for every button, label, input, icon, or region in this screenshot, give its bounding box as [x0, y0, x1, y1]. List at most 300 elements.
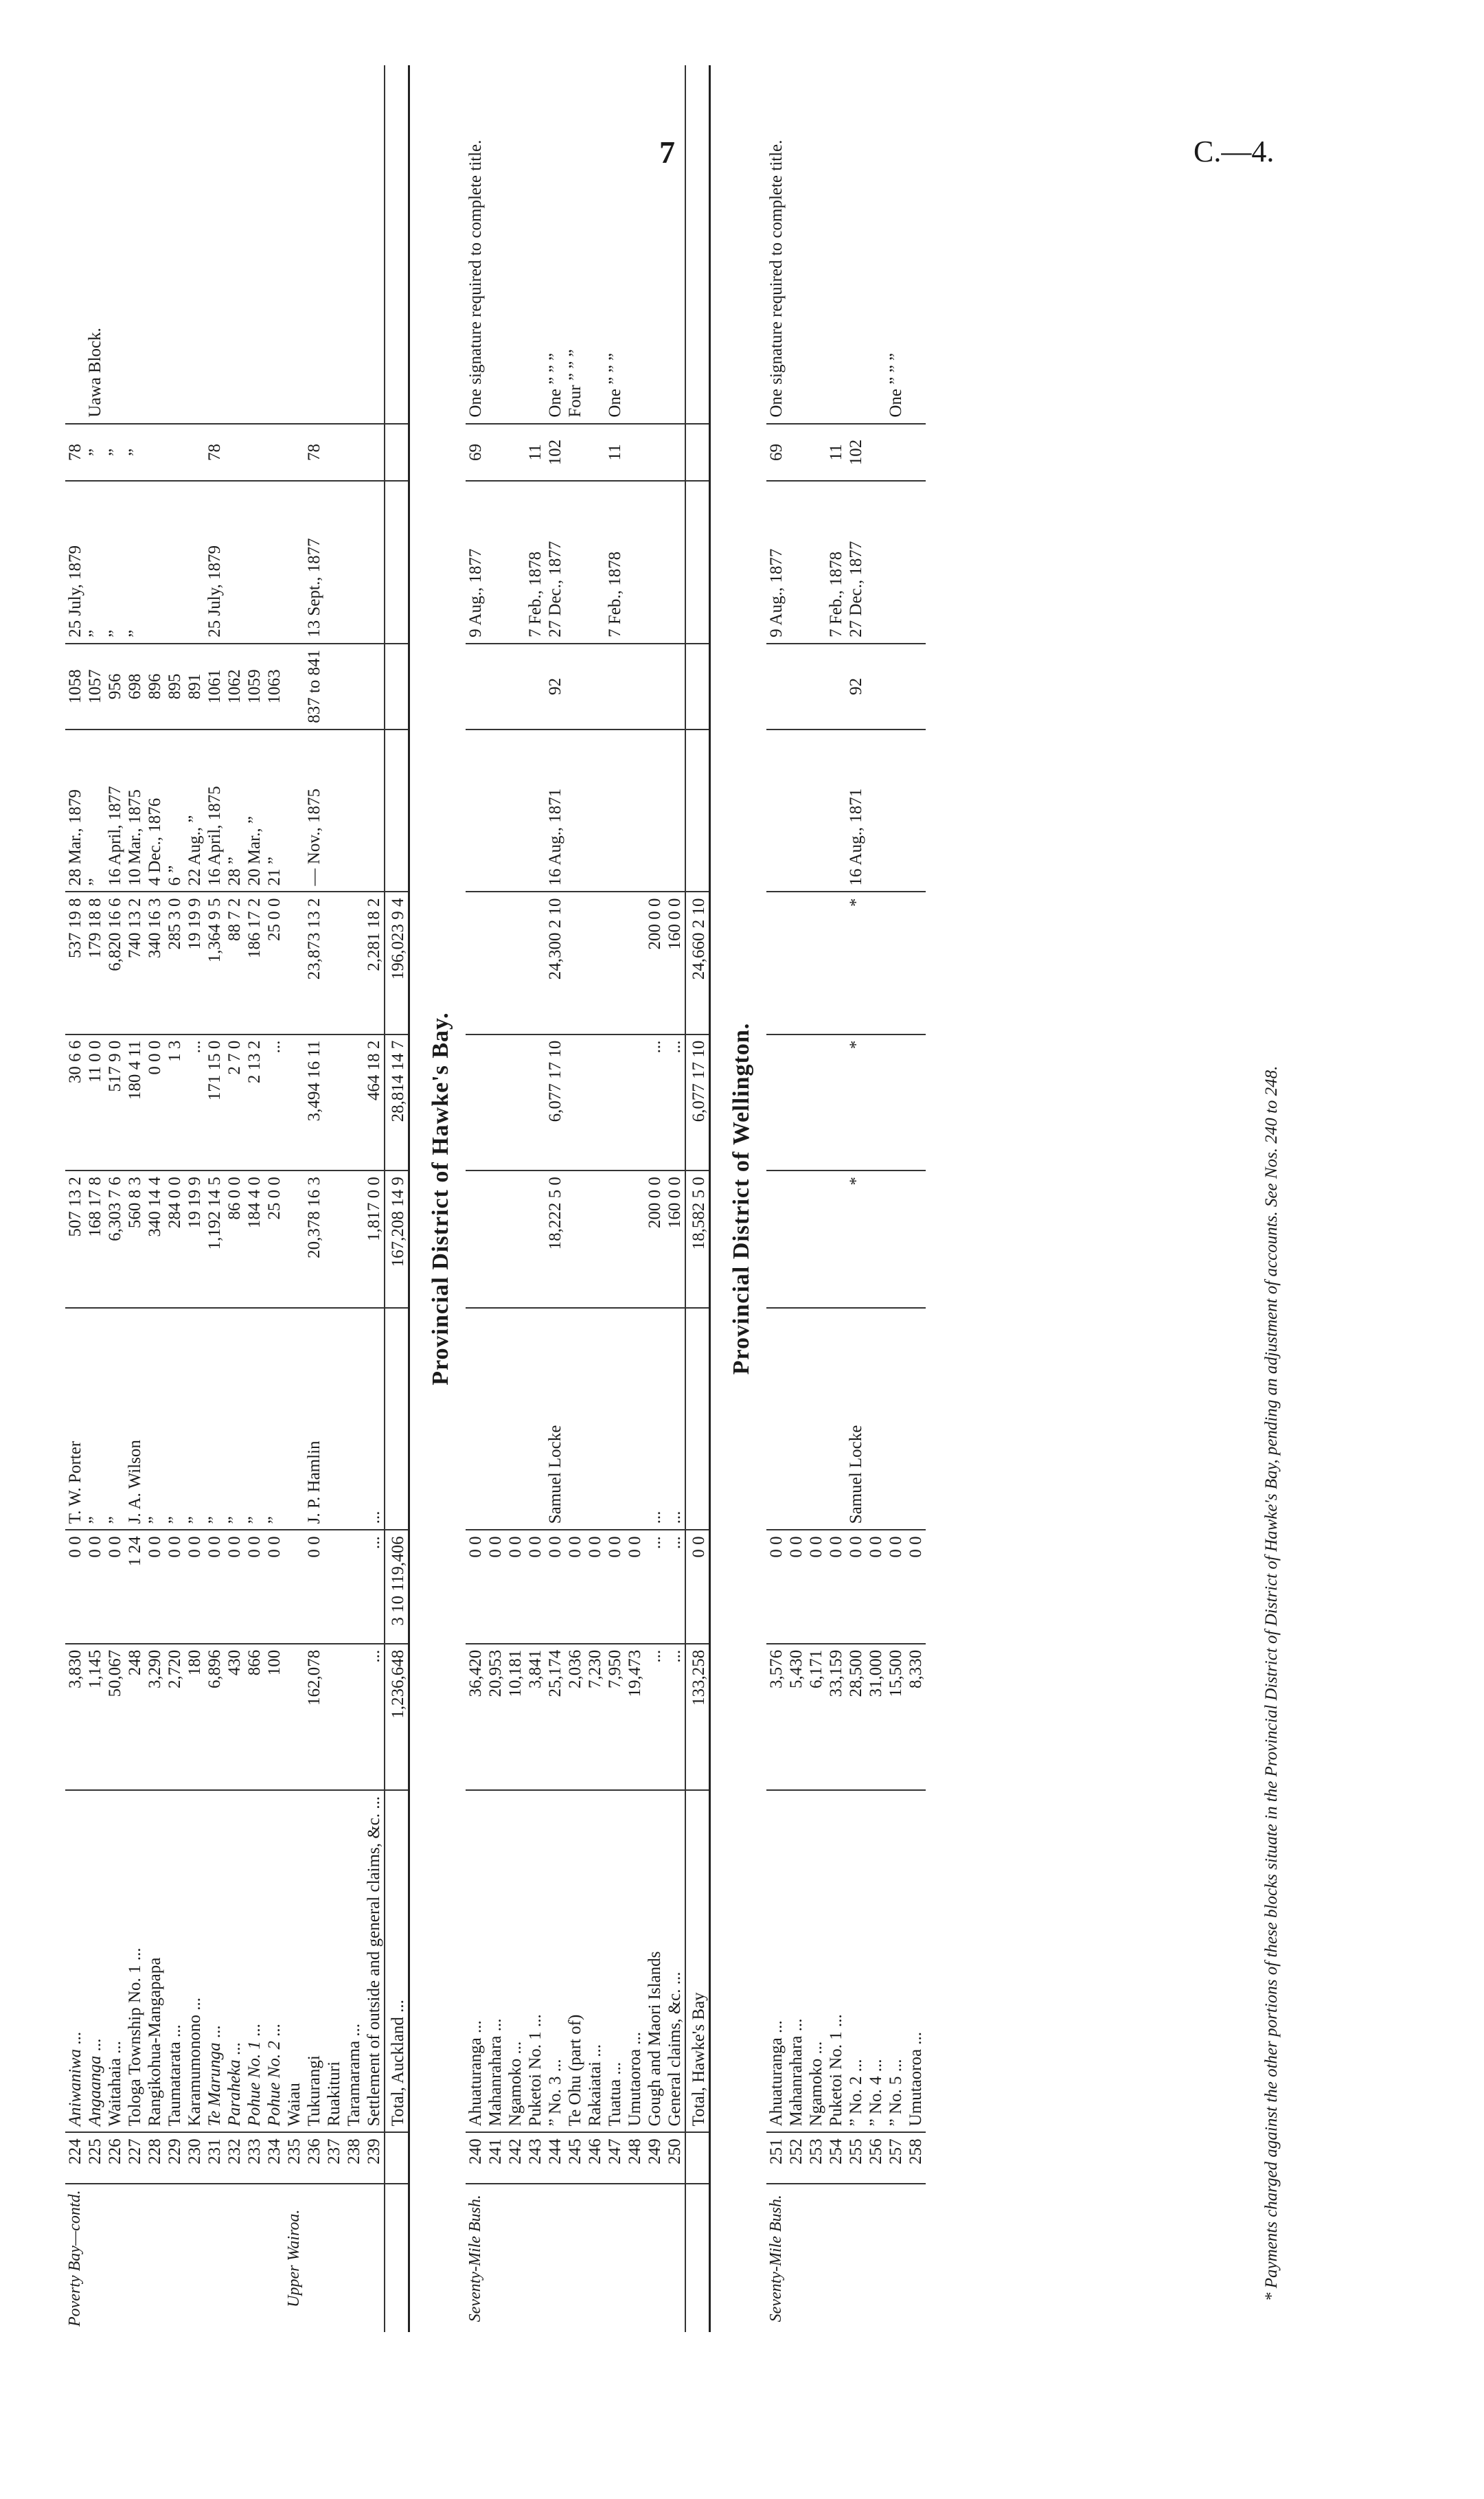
area-acres: 430	[225, 1644, 244, 1790]
amount-expenses	[605, 1034, 625, 1171]
gazette-date	[886, 481, 906, 644]
purchase-officer	[906, 1308, 926, 1530]
folio-number: 92	[846, 644, 866, 730]
area-acres	[344, 1644, 364, 1790]
total-extra: 119,406	[389, 1536, 407, 1592]
block-name: Pohue No. 2 ...	[265, 2024, 284, 2127]
folio-number	[364, 644, 385, 730]
amount-expenses	[866, 1034, 886, 1171]
block-name: Ahuaturanga ...	[767, 2020, 786, 2127]
table-row	[886, 65, 906, 2332]
gazette-date: 7 Feb., 1878	[525, 481, 545, 644]
remarks	[625, 65, 645, 424]
amount-paid	[806, 1171, 826, 1308]
area-acres: 3,290	[145, 1644, 165, 1790]
block-number: 258	[906, 2132, 926, 2184]
amount-total: 19 19 9	[185, 892, 205, 1034]
table-row	[165, 65, 185, 2332]
deed-date: 10 Mar., 1875	[125, 730, 145, 892]
remarks	[205, 65, 225, 424]
table-row	[486, 65, 505, 2332]
amount-total: 25 0 0	[264, 892, 284, 1034]
remarks	[585, 65, 605, 424]
amount-expenses: 6,077 17 10	[545, 1034, 565, 1171]
purchase-officer: ...	[364, 1308, 385, 1530]
amount-expenses: ...	[185, 1034, 205, 1171]
amount-paid: 340 14 4	[145, 1171, 165, 1308]
block-number: 225	[85, 2132, 105, 2184]
gazette-page	[505, 424, 525, 482]
area-roods-perches: 0 0	[225, 1530, 244, 1643]
gazette-page	[565, 424, 585, 482]
remarks	[185, 65, 205, 424]
block-name: ” No. 4 ...	[867, 2059, 885, 2127]
gazette-page	[866, 424, 886, 482]
block-number: 224	[65, 2132, 85, 2184]
deed-date: 16 April, 1877	[105, 730, 125, 892]
remarks	[284, 65, 304, 424]
amount-expenses	[525, 1034, 545, 1171]
folio-number	[324, 644, 344, 730]
table-row	[244, 65, 264, 2332]
deed-date	[466, 730, 486, 892]
area-roods-perches: 0 0	[625, 1530, 645, 1643]
purchase-officer	[486, 1308, 505, 1530]
folio-number: 837 to 841	[304, 644, 324, 730]
auckland-total-row	[385, 65, 409, 2332]
block-number: 238	[344, 2132, 364, 2184]
table-row	[505, 65, 525, 2332]
folio-number: 1059	[244, 644, 264, 730]
area-roods-perches: 0 0	[165, 1530, 185, 1643]
table-row	[665, 65, 685, 2332]
block-name: Rakaiatai ...	[586, 2044, 604, 2127]
amount-expenses: 2 7 0	[225, 1034, 244, 1171]
gazette-date: 7 Feb., 1878	[605, 481, 625, 644]
group-label	[145, 2184, 165, 2332]
purchase-officer: J. A. Wilson	[125, 1308, 145, 1530]
amount-paid: 18,222 5 0	[545, 1171, 565, 1308]
gazette-page	[344, 424, 364, 482]
block-number: 239	[364, 2132, 385, 2184]
amount-total: 23,873 13 2	[304, 892, 324, 1034]
area-roods-perches: 1 24	[125, 1530, 145, 1643]
gazette-date: ”	[105, 481, 125, 644]
area-roods-perches: 0 0	[105, 1530, 125, 1643]
amount-expenses: 171 15 0	[205, 1034, 225, 1171]
remarks	[65, 65, 85, 424]
block-number: 253	[806, 2132, 826, 2184]
block-name: Taramarama ...	[345, 2023, 363, 2127]
purchase-officer	[766, 1308, 786, 1530]
group-label	[486, 2184, 505, 2332]
block-name: ” No. 3 ...	[546, 2059, 564, 2127]
block-number: 227	[125, 2132, 145, 2184]
group-label	[185, 2184, 205, 2332]
total-paid: 167,208 14 9	[385, 1171, 409, 1308]
table-row	[85, 65, 105, 2332]
amount-total	[906, 892, 926, 1034]
block-number: 236	[304, 2132, 324, 2184]
area-acres: 100	[264, 1644, 284, 1790]
deed-date	[645, 730, 665, 892]
folio-number	[826, 644, 846, 730]
table-row	[585, 65, 605, 2332]
gazette-date: 25 July, 1879	[65, 481, 85, 644]
block-name: Settlement of outside and general claims, &c. ...	[365, 1796, 383, 2127]
area-acres: 6,171	[806, 1644, 826, 1790]
amount-expenses	[786, 1034, 806, 1171]
area-roods-perches: 0 0	[545, 1530, 565, 1643]
amount-paid	[344, 1171, 364, 1308]
amount-paid	[525, 1171, 545, 1308]
gazette-date: ”	[125, 481, 145, 644]
deed-date	[284, 730, 304, 892]
amount-paid	[625, 1171, 645, 1308]
wellington-rows	[766, 65, 926, 2332]
area-acres: 866	[244, 1644, 264, 1790]
area-acres: 1,145	[85, 1644, 105, 1790]
block-name: Waitahaia ...	[106, 2041, 124, 2127]
area-roods-perches: 0 0	[766, 1530, 786, 1643]
amount-expenses: 464 18 2	[364, 1034, 385, 1171]
table-row	[906, 65, 926, 2332]
table-row	[545, 65, 565, 2332]
block-number: 244	[545, 2132, 565, 2184]
amount-expenses	[505, 1034, 525, 1171]
deed-date: 6 ”	[165, 730, 185, 892]
area-acres: 20,953	[486, 1644, 505, 1790]
deed-date	[786, 730, 806, 892]
folio-number	[866, 644, 886, 730]
remarks	[826, 65, 846, 424]
dot-leader: ...	[389, 2000, 407, 2013]
amount-total	[525, 892, 545, 1034]
amount-expenses	[466, 1034, 486, 1171]
folio-number	[466, 644, 486, 730]
purchase-officer: T. W. Porter	[65, 1308, 85, 1530]
amount-paid: 25 0 0	[264, 1171, 284, 1308]
block-name: Ngamoko ...	[506, 2041, 525, 2127]
purchase-officer	[565, 1308, 585, 1530]
remarks	[486, 65, 505, 424]
amount-total	[585, 892, 605, 1034]
gazette-date	[505, 481, 525, 644]
deed-date	[806, 730, 826, 892]
gazette-date	[364, 481, 385, 644]
deed-date	[906, 730, 926, 892]
gazette-page: ”	[85, 424, 105, 482]
total-cost: 196,023 9 4	[385, 892, 409, 1034]
block-name: Tologa Township No. 1 ...	[126, 1947, 144, 2127]
deed-date: 21 ”	[264, 730, 284, 892]
amount-paid: 200 0 0	[645, 1171, 665, 1308]
area-roods-perches: 0 0	[205, 1530, 225, 1643]
block-name: Paraheka ...	[225, 2042, 244, 2127]
purchase-officer: ”	[205, 1308, 225, 1530]
group-label	[786, 2184, 806, 2332]
folio-number	[605, 644, 625, 730]
amount-total: 6,820 16 6	[105, 892, 125, 1034]
amount-total: 200 0 0	[645, 892, 665, 1034]
total-cost: 24,660 2 10	[685, 892, 710, 1034]
hawkes-total-row	[685, 65, 710, 2332]
page-number: 7	[659, 135, 675, 170]
purchase-officer	[866, 1308, 886, 1530]
amount-paid	[505, 1171, 525, 1308]
gazette-page: ”	[125, 424, 145, 482]
gazette-page	[645, 424, 665, 482]
amount-expenses: 30 6 6	[65, 1034, 85, 1171]
area-roods-perches: 0 0	[65, 1530, 85, 1643]
gazette-page	[806, 424, 826, 482]
amount-total	[766, 892, 786, 1034]
gazette-date: 13 Sept., 1877	[304, 481, 324, 644]
area-acres: 248	[125, 1644, 145, 1790]
footnote: * Payments charged against the other portions of these blocks situate in the Provincial District of District of Hawke's Bay, pending an adjustment of accounts. See Nos. 240 to 248.	[1262, 1065, 1281, 2301]
amount-total: 1,364 9 5	[205, 892, 225, 1034]
area-acres: 3,841	[525, 1644, 545, 1790]
block-name: Puketoi No. 1 ...	[526, 2014, 545, 2127]
purchase-officer: ”	[105, 1308, 125, 1530]
gazette-date	[806, 481, 826, 644]
amount-total	[826, 892, 846, 1034]
block-name: Aniwaniwa ...	[66, 2031, 84, 2127]
area-roods-perches: 0 0	[786, 1530, 806, 1643]
purchase-officer: ”	[85, 1308, 105, 1530]
amount-paid	[786, 1171, 806, 1308]
amount-total	[466, 892, 486, 1034]
table-row	[205, 65, 225, 2332]
group-label	[585, 2184, 605, 2332]
gazette-date	[284, 481, 304, 644]
section-heading-hawkes-bay: Provincial District of Hawke's Bay.	[428, 1012, 453, 1386]
group-label	[906, 2184, 926, 2332]
area-acres: 3,830	[65, 1644, 85, 1790]
folio-number	[486, 644, 505, 730]
table-row	[324, 65, 344, 2332]
group-label	[225, 2184, 244, 2332]
group-label	[264, 2184, 284, 2332]
amount-expenses	[284, 1034, 304, 1171]
gazette-page: 69	[766, 424, 786, 482]
folio-number	[806, 644, 826, 730]
gazette-date: 9 Aug., 1877	[466, 481, 486, 644]
group-label	[85, 2184, 105, 2332]
amount-paid: 184 4 0	[244, 1171, 264, 1308]
block-name: Ahuaturanga ...	[466, 2020, 485, 2127]
remarks	[264, 65, 284, 424]
remarks	[145, 65, 165, 424]
gazette-page: 69	[466, 424, 486, 482]
gazette-page	[324, 424, 344, 482]
group-label	[364, 2184, 385, 2332]
purchase-officer: ”	[165, 1308, 185, 1530]
table-row	[766, 65, 786, 2332]
purchase-officer	[625, 1308, 645, 1530]
amount-expenses	[585, 1034, 605, 1171]
deed-date	[505, 730, 525, 892]
remarks	[806, 65, 826, 424]
amount-total	[605, 892, 625, 1034]
folio-number	[665, 644, 685, 730]
amount-expenses: *	[846, 1034, 866, 1171]
block-name-text: Tologa Township No. 1	[126, 1965, 144, 2127]
gazette-page	[886, 424, 906, 482]
deed-date	[605, 730, 625, 892]
block-name-text: Karamumonono	[185, 2014, 204, 2127]
folio-number: 891	[185, 644, 205, 730]
amount-paid: 507 13 2	[65, 1171, 85, 1308]
area-roods-perches: 0 0	[846, 1530, 866, 1643]
group-label	[304, 2184, 324, 2332]
block-name: Taumatarata ...	[165, 2024, 184, 2127]
gazette-date	[185, 481, 205, 644]
block-name-text: Paraheka	[225, 2059, 244, 2127]
total-label: Total, Auckland	[389, 2017, 407, 2127]
block-number: 235	[284, 2132, 304, 2184]
block-name	[145, 1790, 165, 2132]
deed-date	[866, 730, 886, 892]
remarks	[304, 65, 324, 424]
area-acres: 50,067	[105, 1644, 125, 1790]
purchase-officer	[826, 1308, 846, 1530]
remarks	[505, 65, 525, 424]
amount-total: 2,281 18 2	[364, 892, 385, 1034]
folio-number: 896	[145, 644, 165, 730]
area-roods-perches: 0 0	[605, 1530, 625, 1643]
block-name: Angaanga ...	[86, 2038, 104, 2127]
amount-total	[565, 892, 585, 1034]
table-row	[225, 65, 244, 2332]
group-label	[625, 2184, 645, 2332]
total-roods: 3 10	[389, 1595, 407, 1626]
area-acres: 25,174	[545, 1644, 565, 1790]
group-label	[866, 2184, 886, 2332]
folio-number	[645, 644, 665, 730]
gazette-date	[565, 481, 585, 644]
block-name-text: Angaanga	[86, 2055, 104, 2127]
purchase-officer: ...	[665, 1308, 685, 1530]
group-label	[886, 2184, 906, 2332]
gazette-page: 11	[525, 424, 545, 482]
total-label: Total, Hawke's Bay	[685, 1790, 710, 2132]
group-label	[324, 2184, 344, 2332]
area-acres: 162,078	[304, 1644, 324, 1790]
amount-expenses	[486, 1034, 505, 1171]
deed-date	[565, 730, 585, 892]
gazette-page: 78	[304, 424, 324, 482]
total-expenses: 28,814 14 7	[385, 1034, 409, 1171]
amount-expenses: 11 0 0	[85, 1034, 105, 1171]
block-number: 229	[165, 2132, 185, 2184]
area-roods-perches: 0 0	[85, 1530, 105, 1643]
amount-paid: 160 0 0	[665, 1171, 685, 1308]
wellington-section	[710, 65, 767, 2332]
total-expenses: 6,077 17 10	[685, 1034, 710, 1171]
area-acres: 31,000	[866, 1644, 886, 1790]
folio-number: 698	[125, 644, 145, 730]
amount-total: 740 13 2	[125, 892, 145, 1034]
amount-expenses: 2 13 2	[244, 1034, 264, 1171]
purchase-officer	[886, 1308, 906, 1530]
purchase-officer: ”	[145, 1308, 165, 1530]
amount-paid	[906, 1171, 926, 1308]
gazette-page: 78	[205, 424, 225, 482]
block-name: ” No. 2 ...	[847, 2059, 865, 2127]
amount-expenses	[906, 1034, 926, 1171]
block-name-text: Pohue No. 1	[245, 2041, 264, 2127]
folio-number	[565, 644, 585, 730]
area-roods-perches: ...	[645, 1530, 665, 1643]
gazette-page: 102	[846, 424, 866, 482]
deed-date: 20 Mar., ”	[244, 730, 264, 892]
gazette-page	[145, 424, 165, 482]
folio-number	[766, 644, 786, 730]
area-acres: 28,500	[846, 1644, 866, 1790]
purchase-officer: ”	[264, 1308, 284, 1530]
gazette-page	[284, 424, 304, 482]
group-label	[125, 2184, 145, 2332]
area-roods-perches	[284, 1530, 304, 1643]
purchase-officer: ...	[645, 1308, 665, 1530]
block-name	[284, 1790, 304, 2132]
amount-total	[806, 892, 826, 1034]
amount-expenses: 3,494 16 11	[304, 1034, 324, 1171]
group-label	[165, 2184, 185, 2332]
table-row	[866, 65, 886, 2332]
remarks: One signature required to complete title.	[466, 65, 486, 424]
amount-expenses	[826, 1034, 846, 1171]
area-roods-perches	[324, 1530, 344, 1643]
area-roods-perches: 0 0	[145, 1530, 165, 1643]
table-row	[364, 65, 385, 2332]
gazette-page	[165, 424, 185, 482]
gazette-page	[665, 424, 685, 482]
area-roods-perches: ...	[665, 1530, 685, 1643]
table-row	[565, 65, 585, 2332]
gazette-page	[225, 424, 244, 482]
deed-date	[886, 730, 906, 892]
remarks	[866, 65, 886, 424]
amount-expenses: 517 9 0	[105, 1034, 125, 1171]
purchase-officer: J. P. Hamlin	[304, 1308, 324, 1530]
total-area: 133,258	[685, 1644, 710, 1790]
gazette-page	[364, 424, 385, 482]
purchase-officer	[466, 1308, 486, 1530]
gazette-page	[585, 424, 605, 482]
amount-expenses	[806, 1034, 826, 1171]
folio-number	[284, 644, 304, 730]
amount-paid: 86 0 0	[225, 1171, 244, 1308]
gazette-date	[145, 481, 165, 644]
table-row	[786, 65, 806, 2332]
purchase-officer	[505, 1308, 525, 1530]
block-name	[324, 1790, 344, 2132]
gazette-page	[486, 424, 505, 482]
remarks	[165, 65, 185, 424]
area-acres: 180	[185, 1644, 205, 1790]
gazette-date	[665, 481, 685, 644]
block-number: 230	[185, 2132, 205, 2184]
gazette-page	[264, 424, 284, 482]
block-number: 256	[866, 2132, 886, 2184]
amount-paid: 19 19 9	[185, 1171, 205, 1308]
gazette-date	[165, 481, 185, 644]
purchase-officer	[605, 1308, 625, 1530]
amount-paid	[585, 1171, 605, 1308]
purchase-officer	[525, 1308, 545, 1530]
